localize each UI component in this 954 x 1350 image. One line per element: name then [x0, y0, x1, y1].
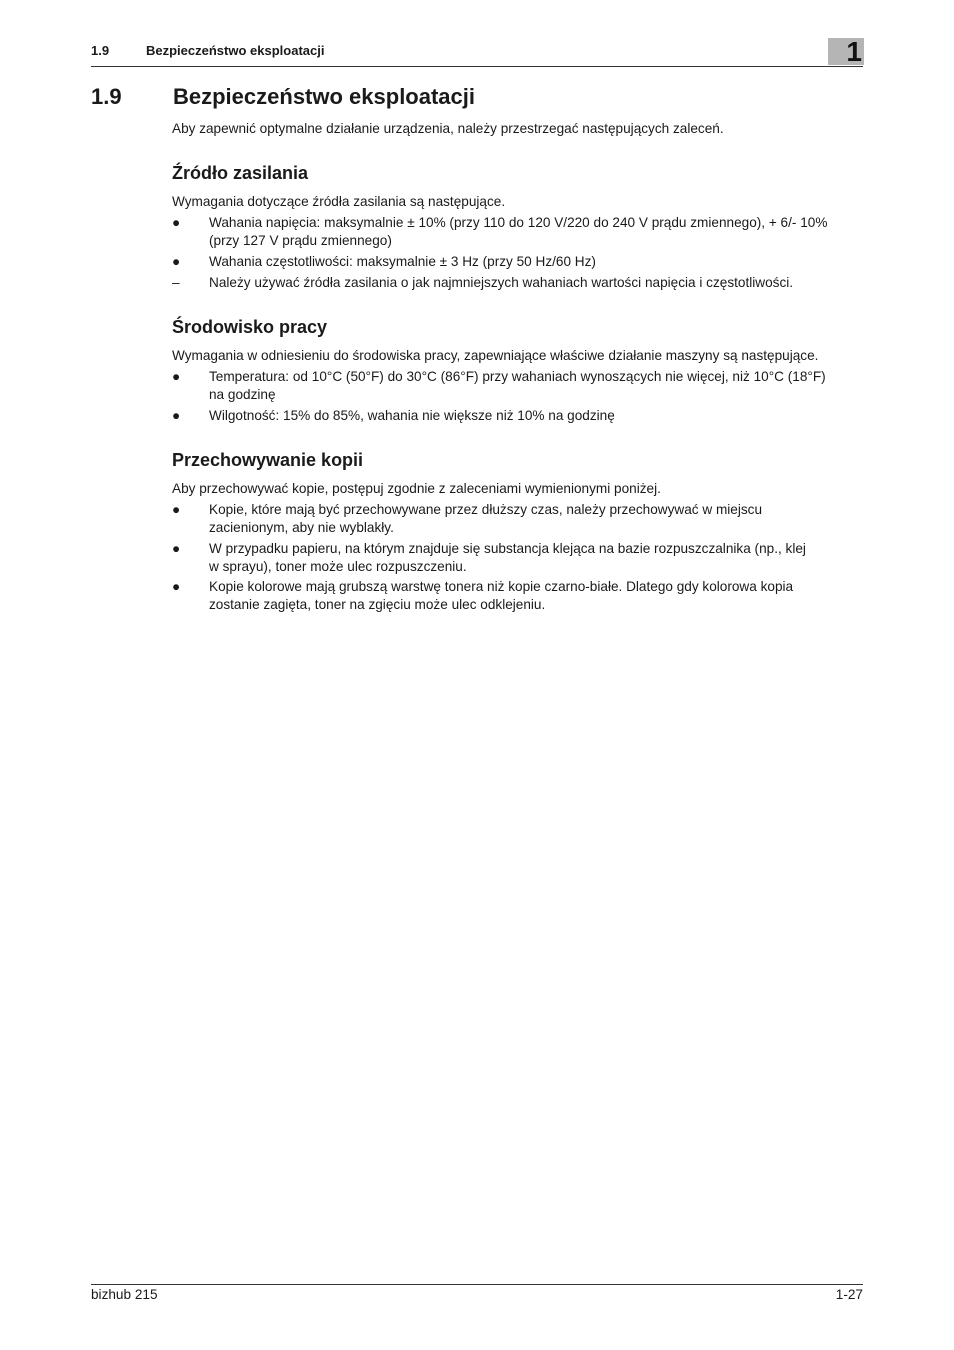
bullet-icon: ● — [172, 579, 181, 594]
list-item-line: Temperatura: od 10°C (50°F) do 30°C (86°F) przy wahaniach wynoszących nie więcej, niż 10°C (18°F) — [209, 369, 826, 384]
header-section-title: Bezpieczeństwo eksploatacji — [146, 43, 325, 58]
bullet-icon: ● — [172, 369, 181, 384]
section-heading-environment: Środowisko pracy — [172, 317, 328, 337]
header-section-number: 1.9 — [91, 43, 110, 58]
chapter-number: 1 — [846, 36, 862, 67]
page-footer — [91, 1284, 863, 1302]
list-item-line: W przypadku papieru, na którym znajduje się substancja klejąca na bazie rozpuszczalnika (np., klej — [209, 541, 806, 556]
list-item-line: w sprayu), toner może ulec rozpuszczeniu. — [209, 559, 467, 574]
bullet-icon: ● — [172, 254, 181, 269]
chapter-tab — [828, 38, 864, 65]
section-intro-environment: Wymagania w odniesieniu do środowiska pracy, zapewniające właściwe działanie maszyny są następujące. — [172, 348, 819, 363]
intro-paragraph: Aby zapewnić optymalne działanie urządzenia, należy przestrzegać następujących zaleceń. — [172, 121, 724, 136]
bullet-icon: ● — [172, 215, 181, 230]
list-item-line: Wahania napięcia: maksymalnie ± 10% (przy 110 do 120 V/220 do 240 V prądu zmiennego), + 6/- 10% — [209, 215, 828, 230]
bullet-icon: ● — [172, 541, 181, 556]
bullet-icon: ● — [172, 408, 181, 423]
list-item-line: Wahania częstotliwości: maksymalnie ± 3 Hz (przy 50 Hz/60 Hz) — [209, 254, 596, 269]
section-intro-storage: Aby przechowywać kopie, postępuj zgodnie z zaleceniami wymienionymi poniżej. — [172, 481, 661, 496]
section-heading-power: Źródło zasilania — [172, 163, 309, 183]
footer-product-name: bizhub 215 — [91, 1287, 158, 1302]
list-item-line: Należy używać źródła zasilania o jak najmniejszych wahaniach wartości napięcia i częstotliwości. — [209, 275, 794, 290]
dash-icon: – — [172, 275, 180, 290]
page-title-number: 1.9 — [91, 84, 122, 109]
section-intro-power: Wymagania dotyczące źródła zasilania są następujące. — [172, 194, 506, 209]
page-header — [91, 40, 863, 67]
list-item-line: (przy 127 V prądu zmiennego) — [209, 233, 392, 248]
list-item-line: zostanie zagięta, toner na zgięciu może ulec odklejeniu. — [209, 597, 546, 612]
list-item-line: Kopie, które mają być przechowywane przez dłuższy czas, należy przechowywać w miejscu — [209, 502, 763, 517]
list-item-line: zacienionym, aby nie wyblakły. — [209, 520, 394, 535]
section-heading-storage: Przechowywanie kopii — [172, 450, 364, 470]
list-item-line: na godzinę — [209, 387, 276, 402]
page-title-text: Bezpieczeństwo eksploatacji — [173, 84, 475, 109]
list-item-line: Kopie kolorowe mają grubszą warstwę tonera niż kopie czarno-białe. Dlatego gdy kolorowa kopia — [209, 579, 794, 594]
footer-page-number: 1-27 — [835, 1287, 863, 1302]
list-item-line: Wilgotność: 15% do 85%, wahania nie większe niż 10% na godzinę — [209, 408, 615, 423]
bullet-icon: ● — [172, 502, 181, 517]
